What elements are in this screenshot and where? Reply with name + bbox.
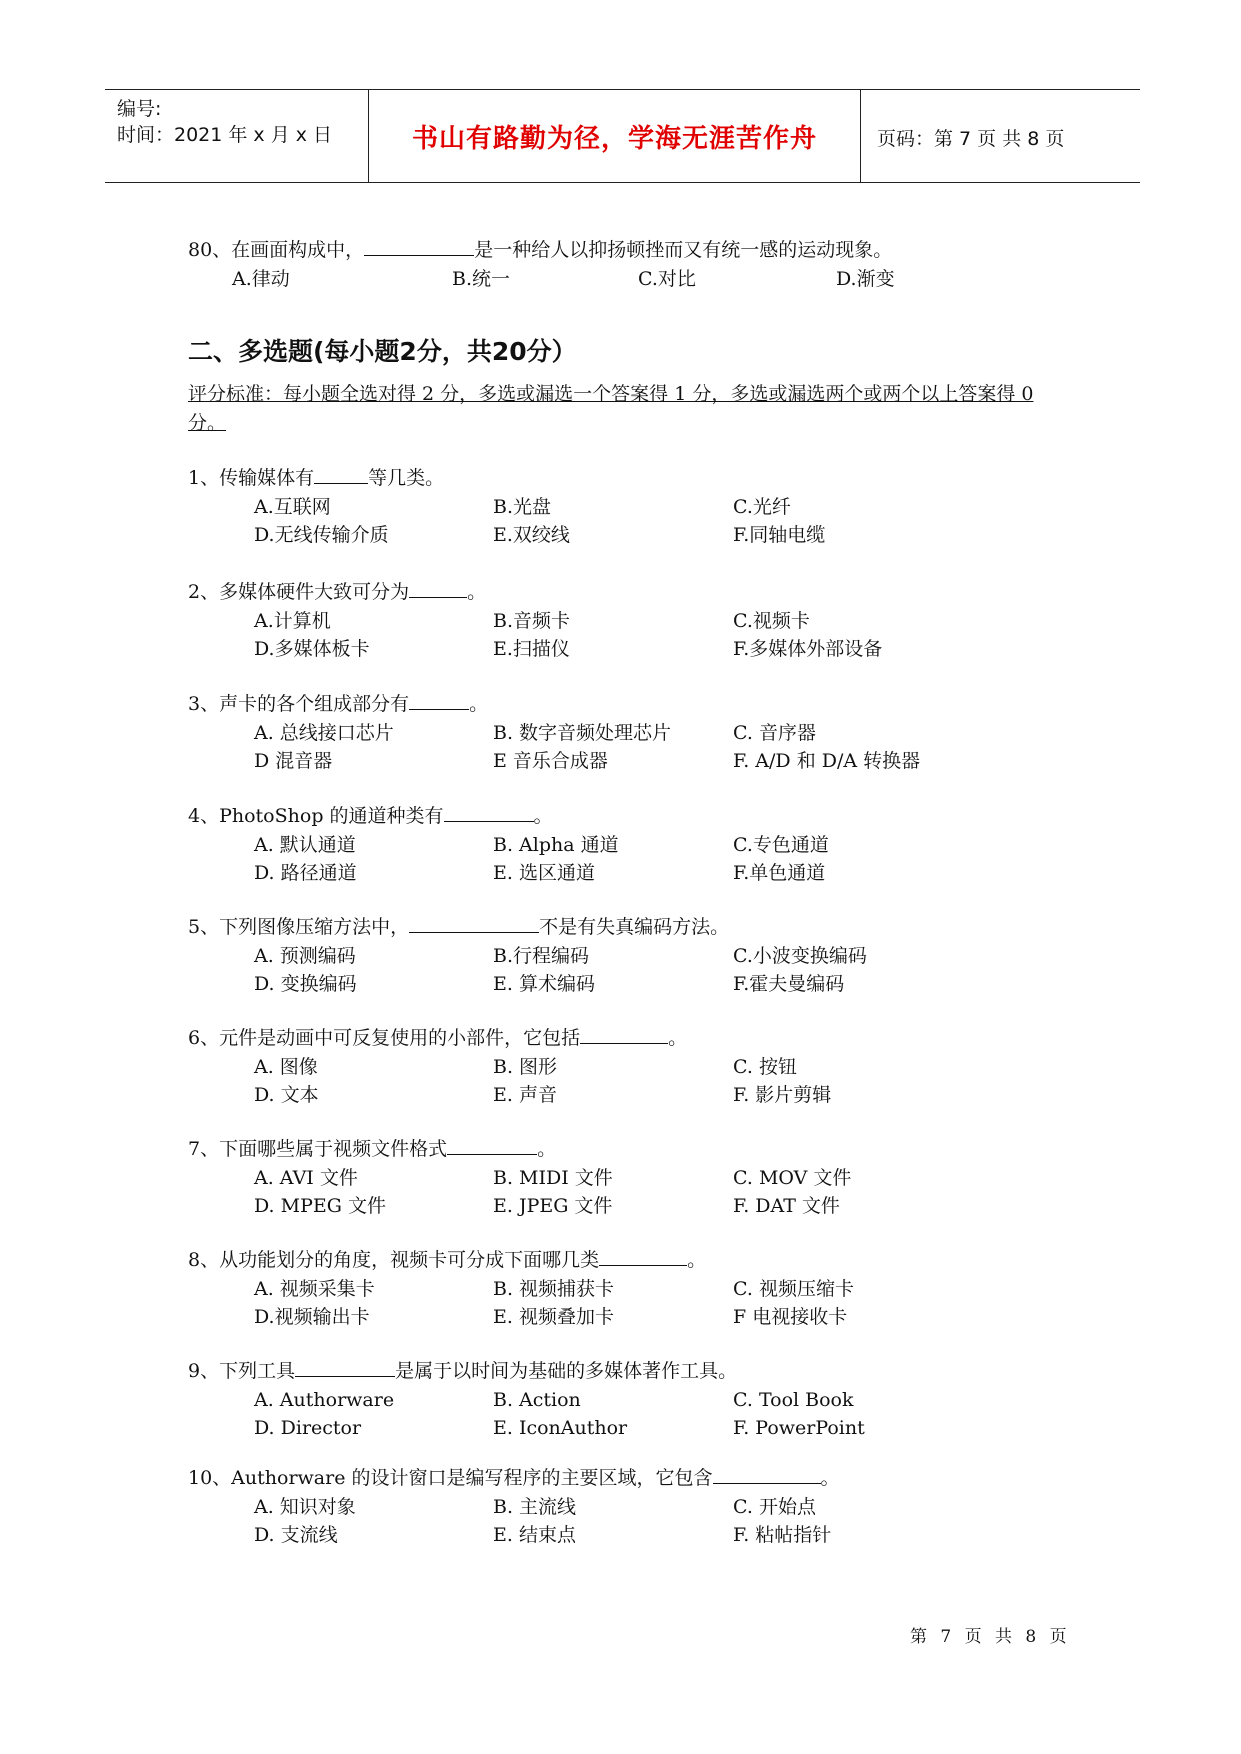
question-stem xyxy=(188,236,1088,265)
question-stem xyxy=(188,1464,1088,1493)
stem-before: 6、元件是动画中可反复使用的小部件，它包括 xyxy=(188,1027,581,1049)
option-b: B.统一 xyxy=(452,268,511,290)
option-a: A. Authorware xyxy=(254,1389,395,1411)
option-c: C.专色通道 xyxy=(733,834,829,856)
option-c: C. 开始点 xyxy=(733,1496,816,1518)
option-a: A.计算机 xyxy=(254,610,331,632)
question-stem xyxy=(188,1135,1088,1164)
options-row xyxy=(188,1521,1088,1549)
options-row xyxy=(188,1164,1088,1192)
option-c: C. 视频压缩卡 xyxy=(733,1278,854,1300)
question-80 xyxy=(188,236,1088,293)
stem-after: 等几类。 xyxy=(368,467,445,489)
option-d: D. Director xyxy=(254,1417,362,1439)
options-row xyxy=(188,493,1088,521)
option-c: C.视频卡 xyxy=(733,610,810,632)
question-4 xyxy=(188,802,1088,887)
option-d: D.无线传输介质 xyxy=(254,524,389,546)
option-b: B. Action xyxy=(493,1389,581,1411)
option-b: B. MIDI 文件 xyxy=(493,1167,613,1189)
options-row xyxy=(188,747,1088,775)
option-e: E.双绞线 xyxy=(493,524,570,546)
answer-blank xyxy=(409,579,467,598)
option-f: F. 影片剪辑 xyxy=(733,1084,832,1106)
question-9 xyxy=(188,1357,1088,1442)
section-title: 二、多选题(每小题2分，共20分） xyxy=(188,337,577,366)
option-d: D.渐变 xyxy=(836,268,895,290)
stem-before: 10、Authorware 的设计窗口是编写程序的主要区域，它包含 xyxy=(188,1467,713,1489)
option-f: F. A/D 和 D/A 转换器 xyxy=(733,750,921,772)
question-5 xyxy=(188,913,1088,998)
question-6 xyxy=(188,1024,1088,1109)
question-10 xyxy=(188,1464,1088,1549)
option-d: D. 文本 xyxy=(254,1084,319,1106)
option-b: B.行程编码 xyxy=(493,945,590,967)
option-e: E. 算术编码 xyxy=(493,973,595,995)
option-f: F.霍夫曼编码 xyxy=(733,973,845,995)
option-b: B.音频卡 xyxy=(493,610,571,632)
options-row xyxy=(188,942,1088,970)
options-row xyxy=(188,1493,1088,1521)
options-row xyxy=(188,1053,1088,1081)
stem-before: 9、下列工具 xyxy=(188,1360,296,1382)
option-a: A.互联网 xyxy=(254,496,331,518)
option-b: B.光盘 xyxy=(493,496,552,518)
option-f: F.单色通道 xyxy=(733,862,826,884)
stem-before: 4、PhotoShop 的通道种类有 xyxy=(188,805,444,827)
option-b: B. 数字音频处理芯片 xyxy=(493,722,672,744)
header-motto: 书山有路勤为径，学海无涯苦作舟 xyxy=(411,124,817,154)
option-c: C.小波变换编码 xyxy=(733,945,867,967)
answer-blank xyxy=(364,237,474,256)
option-c: C.对比 xyxy=(638,268,696,290)
question-stem xyxy=(188,1357,1088,1386)
question-8 xyxy=(188,1246,1088,1331)
stem-after: 是属于以时间为基础的多媒体著作工具。 xyxy=(395,1360,738,1382)
option-f: F.多媒体外部设备 xyxy=(733,638,883,660)
question-stem xyxy=(188,578,1088,607)
stem-after: 。 xyxy=(820,1467,840,1489)
answer-blank xyxy=(295,1358,395,1377)
options-row xyxy=(188,1275,1088,1303)
options-row xyxy=(188,1414,1088,1442)
option-f: F 电视接收卡 xyxy=(733,1306,848,1328)
options-row xyxy=(188,719,1088,747)
answer-blank xyxy=(409,914,539,933)
stem-after: 。 xyxy=(469,693,489,715)
header-page-code: 页码：第 7 页 共 8 页 xyxy=(877,128,1065,150)
stem-before: 5、下列图像压缩方法中， xyxy=(188,916,410,938)
stem-after: 。 xyxy=(537,1138,557,1160)
stem-after: 。 xyxy=(668,1027,688,1049)
option-a: A. AVI 文件 xyxy=(254,1167,358,1189)
option-e: E.扫描仪 xyxy=(493,638,570,660)
options-row xyxy=(188,1192,1088,1220)
stem-before: 2、多媒体硬件大致可分为 xyxy=(188,581,410,603)
option-a: A. 预测编码 xyxy=(254,945,356,967)
options-row xyxy=(188,521,1088,549)
answer-blank xyxy=(580,1025,668,1044)
stem-before: 8、从功能划分的角度，视频卡可分成下面哪几类 xyxy=(188,1249,600,1271)
option-c: C. 按钮 xyxy=(733,1056,797,1078)
options-row xyxy=(188,970,1088,998)
option-d: D. 变换编码 xyxy=(254,973,357,995)
option-b: B. Alpha 通道 xyxy=(493,834,619,856)
option-b: B. 视频捕获卡 xyxy=(493,1278,615,1300)
answer-blank xyxy=(314,465,368,484)
options-row xyxy=(188,607,1088,635)
option-a: A. 图像 xyxy=(254,1056,318,1078)
options-row xyxy=(188,1081,1088,1109)
option-b: B. 主流线 xyxy=(493,1496,577,1518)
stem-after: 不是有失真编码方法。 xyxy=(539,916,730,938)
options-row xyxy=(188,1386,1088,1414)
stem-after: 是一种给人以抑扬顿挫而又有统一感的运动现象。 xyxy=(474,239,893,261)
answer-blank xyxy=(447,1136,537,1155)
options-row xyxy=(188,265,1088,293)
options-row xyxy=(188,1303,1088,1331)
option-d: D. 路径通道 xyxy=(254,862,357,884)
option-e: E. 视频叠加卡 xyxy=(493,1306,614,1328)
question-7 xyxy=(188,1135,1088,1220)
options-row xyxy=(188,635,1088,663)
answer-blank xyxy=(713,1465,821,1484)
doc-date: 时间：2021 年 x 月 x 日 xyxy=(117,124,333,146)
option-f: F. DAT 文件 xyxy=(733,1195,840,1217)
option-a: A. 总线接口芯片 xyxy=(254,722,394,744)
stem-before: 1、传输媒体有 xyxy=(188,467,315,489)
question-1 xyxy=(188,464,1088,549)
option-a: A.律动 xyxy=(232,268,290,290)
option-e: E 音乐合成器 xyxy=(493,750,608,772)
option-d: D 混音器 xyxy=(254,750,333,772)
option-e: E. JPEG 文件 xyxy=(493,1195,613,1217)
option-b: B. 图形 xyxy=(493,1056,558,1078)
doc-number-label: 编号: xyxy=(117,98,162,120)
option-c: C. Tool Book xyxy=(733,1389,854,1411)
question-stem xyxy=(188,1024,1088,1053)
question-2 xyxy=(188,578,1088,663)
option-d: D. 支流线 xyxy=(254,1524,338,1546)
option-e: E. IconAuthor xyxy=(493,1417,628,1439)
question-stem xyxy=(188,802,1088,831)
option-f: F. PowerPoint xyxy=(733,1417,865,1439)
header-left-cell xyxy=(105,90,369,182)
option-a: A. 默认通道 xyxy=(254,834,356,856)
option-e: E. 选区通道 xyxy=(493,862,595,884)
option-d: D.视频输出卡 xyxy=(254,1306,370,1328)
answer-blank xyxy=(409,691,469,710)
header-mid-cell xyxy=(369,90,861,182)
option-e: E. 声音 xyxy=(493,1084,557,1106)
stem-after: 。 xyxy=(533,805,553,827)
option-d: D. MPEG 文件 xyxy=(254,1195,386,1217)
stem-after: 。 xyxy=(687,1249,707,1271)
option-a: A. 视频采集卡 xyxy=(254,1278,375,1300)
stem-before: 3、声卡的各个组成部分有 xyxy=(188,693,410,715)
question-stem xyxy=(188,690,1088,719)
stem-before: 80、在画面构成中， xyxy=(188,239,365,261)
option-c: C. 音序器 xyxy=(733,722,816,744)
question-stem xyxy=(188,1246,1088,1275)
option-f: F. 粘帖指针 xyxy=(733,1524,832,1546)
page-header xyxy=(105,89,1140,183)
stem-before: 7、下面哪些属于视频文件格式 xyxy=(188,1138,448,1160)
question-stem xyxy=(188,913,1088,942)
options-row xyxy=(188,831,1088,859)
header-right-cell xyxy=(861,90,1140,182)
question-stem xyxy=(188,464,1088,493)
stem-after: 。 xyxy=(467,581,487,603)
answer-blank xyxy=(599,1247,687,1266)
page-footer: 第 7 页 共 8 页 xyxy=(910,1627,1071,1647)
scoring-criteria: 评分标准：每小题全选对得 2 分，多选或漏选一个答案得 1 分，多选或漏选两个或两个以上答案得 0 分。 xyxy=(188,383,1034,434)
options-row xyxy=(188,859,1088,887)
option-d: D.多媒体板卡 xyxy=(254,638,370,660)
option-c: C. MOV 文件 xyxy=(733,1167,852,1189)
option-f: F.同轴电缆 xyxy=(733,524,826,546)
answer-blank xyxy=(444,803,534,822)
option-e: E. 结束点 xyxy=(493,1524,576,1546)
option-c: C.光纤 xyxy=(733,496,791,518)
question-3 xyxy=(188,690,1088,775)
option-a: A. 知识对象 xyxy=(254,1496,356,1518)
